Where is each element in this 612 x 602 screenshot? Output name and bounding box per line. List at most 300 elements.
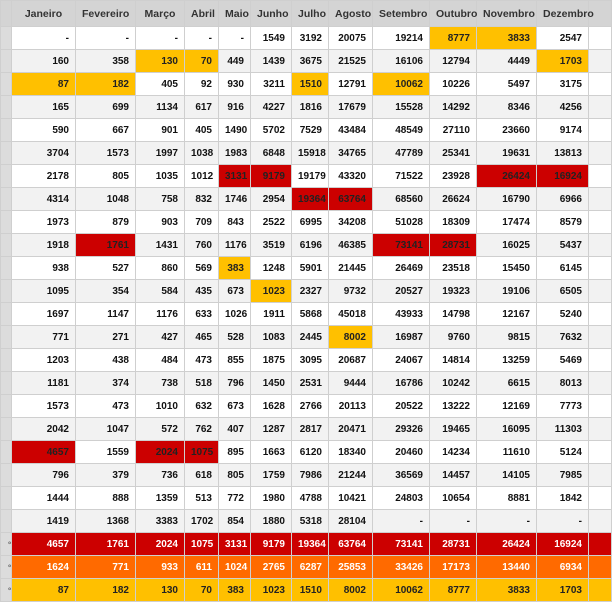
- table-cell: 1490: [219, 119, 251, 142]
- table-cell: 3704: [12, 142, 76, 165]
- table-cell: 9179: [251, 165, 292, 188]
- table-cell: 435: [185, 280, 219, 303]
- table-cell: 23518: [430, 257, 477, 280]
- table-cell: 6505: [537, 280, 589, 303]
- table-cell: 27110: [430, 119, 477, 142]
- table-cell: 7529: [292, 119, 329, 142]
- table-cell: 3833: [477, 27, 537, 50]
- table-row: [1, 395, 612, 418]
- table-cell: 130: [136, 50, 185, 73]
- table-cell: 843: [219, 211, 251, 234]
- table-cell: 1176: [219, 234, 251, 257]
- table-cell: 736: [136, 464, 185, 487]
- summary-cell: 70: [185, 579, 219, 602]
- table-cell: 19214: [373, 27, 430, 50]
- table-cell: 2024: [136, 441, 185, 464]
- table-cell: [589, 510, 612, 533]
- summary-label: º: [1, 579, 12, 602]
- summary-cell: [589, 533, 612, 556]
- table-cell: 5901: [292, 257, 329, 280]
- summary-cell: 13440: [477, 556, 537, 579]
- table-cell: 901: [136, 119, 185, 142]
- table-cell: 34208: [329, 211, 373, 234]
- table-cell: 9174: [537, 119, 589, 142]
- table-cell: -: [537, 510, 589, 533]
- table-cell: 1816: [292, 96, 329, 119]
- table-cell: 1176: [136, 303, 185, 326]
- column-header-4[interactable]: Maio: [219, 1, 251, 27]
- row-label: [1, 165, 12, 188]
- table-cell: 527: [76, 257, 136, 280]
- summary-cell: 16924: [537, 533, 589, 556]
- row-label: [1, 487, 12, 510]
- table-cell: 19465: [430, 418, 477, 441]
- table-cell: 3519: [251, 234, 292, 257]
- table-cell: 20075: [329, 27, 373, 50]
- table-cell: 160: [12, 50, 76, 73]
- table-cell: 2766: [292, 395, 329, 418]
- column-header-7[interactable]: Agosto: [329, 1, 373, 27]
- table-cell: 1134: [136, 96, 185, 119]
- table-row: [1, 372, 612, 395]
- summary-cell: [589, 579, 612, 602]
- row-label: [1, 234, 12, 257]
- table-row: [1, 50, 612, 73]
- table-cell: 165: [12, 96, 76, 119]
- summary-cell: 19364: [292, 533, 329, 556]
- table-cell: 46385: [329, 234, 373, 257]
- table-cell: 5318: [292, 510, 329, 533]
- table-cell: 1450: [251, 372, 292, 395]
- table-cell: 6120: [292, 441, 329, 464]
- table-cell: 1746: [219, 188, 251, 211]
- table-cell: 2547: [537, 27, 589, 50]
- row-label: [1, 280, 12, 303]
- table-cell: 1761: [76, 234, 136, 257]
- table-cell: 6966: [537, 188, 589, 211]
- table-cell: 13222: [430, 395, 477, 418]
- table-cell: 916: [219, 96, 251, 119]
- row-label: [1, 395, 12, 418]
- table-row: [1, 441, 612, 464]
- summary-cell: 17173: [430, 556, 477, 579]
- table-cell: 10242: [430, 372, 477, 395]
- table-cell: 1911: [251, 303, 292, 326]
- table-cell: 10654: [430, 487, 477, 510]
- summary-cell: 28731: [430, 533, 477, 556]
- table-cell: 473: [185, 349, 219, 372]
- table-cell: 4227: [251, 96, 292, 119]
- summary-row-max: [1, 533, 612, 556]
- table-cell: [589, 487, 612, 510]
- table-cell: 92: [185, 73, 219, 96]
- table-cell: 15918: [292, 142, 329, 165]
- table-cell: 1510: [292, 73, 329, 96]
- table-cell: 9815: [477, 326, 537, 349]
- summary-cell: 63764: [329, 533, 373, 556]
- table-cell: 48549: [373, 119, 430, 142]
- table-cell: 4256: [537, 96, 589, 119]
- table-cell: 19631: [477, 142, 537, 165]
- table-cell: 3095: [292, 349, 329, 372]
- table-cell: 1287: [251, 418, 292, 441]
- column-header-3[interactable]: Abril: [185, 1, 219, 27]
- summary-cell: 1703: [537, 579, 589, 602]
- table-cell: 68560: [373, 188, 430, 211]
- table-cell: 1147: [76, 303, 136, 326]
- table-cell: 407: [219, 418, 251, 441]
- row-label: [1, 257, 12, 280]
- table-cell: 1842: [537, 487, 589, 510]
- table-cell: -: [12, 27, 76, 50]
- table-cell: -: [373, 510, 430, 533]
- table-cell: 5497: [477, 73, 537, 96]
- table-cell: 28104: [329, 510, 373, 533]
- table-cell: 699: [76, 96, 136, 119]
- table-cell: 11303: [537, 418, 589, 441]
- table-cell: 26624: [430, 188, 477, 211]
- table-cell: 405: [185, 119, 219, 142]
- table-cell: 25341: [430, 142, 477, 165]
- table-cell: 1010: [136, 395, 185, 418]
- table-cell: 12167: [477, 303, 537, 326]
- column-header-5[interactable]: Junho: [251, 1, 292, 27]
- summary-cell: 1624: [12, 556, 76, 579]
- table-cell: 182: [76, 73, 136, 96]
- table-cell: 23660: [477, 119, 537, 142]
- table-cell: 271: [76, 326, 136, 349]
- table-cell: 16025: [477, 234, 537, 257]
- table-cell: 5437: [537, 234, 589, 257]
- summary-cell: 771: [76, 556, 136, 579]
- table-row: [1, 326, 612, 349]
- table-cell: 18340: [329, 441, 373, 464]
- table-cell: [589, 119, 612, 142]
- table-cell: 20527: [373, 280, 430, 303]
- table-cell: 1203: [12, 349, 76, 372]
- table-cell: 2817: [292, 418, 329, 441]
- table-row: [1, 510, 612, 533]
- table-cell: 760: [185, 234, 219, 257]
- table-cell: [589, 188, 612, 211]
- table-cell: 1697: [12, 303, 76, 326]
- table-cell: 19364: [292, 188, 329, 211]
- table-cell: 1973: [12, 211, 76, 234]
- table-cell: [589, 395, 612, 418]
- table-cell: 2445: [292, 326, 329, 349]
- table-cell: 29326: [373, 418, 430, 441]
- table-cell: 1038: [185, 142, 219, 165]
- table-cell: 762: [185, 418, 219, 441]
- table-cell: 1023: [251, 280, 292, 303]
- table-cell: 3383: [136, 510, 185, 533]
- table-cell: 12169: [477, 395, 537, 418]
- table-row: [1, 142, 612, 165]
- table-cell: 3211: [251, 73, 292, 96]
- table-cell: 879: [76, 211, 136, 234]
- summary-cell: 383: [219, 579, 251, 602]
- table-cell: 14798: [430, 303, 477, 326]
- table-cell: 2178: [12, 165, 76, 188]
- table-cell: 6995: [292, 211, 329, 234]
- table-cell: [589, 303, 612, 326]
- table-cell: 16987: [373, 326, 430, 349]
- table-cell: 1759: [251, 464, 292, 487]
- table-cell: 15528: [373, 96, 430, 119]
- table-cell: 1702: [185, 510, 219, 533]
- table-cell: 16106: [373, 50, 430, 73]
- summary-cell: 10062: [373, 579, 430, 602]
- table-cell: 518: [185, 372, 219, 395]
- row-label: [1, 73, 12, 96]
- table-cell: 34765: [329, 142, 373, 165]
- table-row: [1, 188, 612, 211]
- summary-label: º: [1, 556, 12, 579]
- table-cell: 484: [136, 349, 185, 372]
- table-cell: 888: [76, 487, 136, 510]
- table-cell: 5240: [537, 303, 589, 326]
- table-cell: 24803: [373, 487, 430, 510]
- table-cell: -: [477, 510, 537, 533]
- table-cell: 895: [219, 441, 251, 464]
- table-cell: 18309: [430, 211, 477, 234]
- table-row: [1, 280, 612, 303]
- table-cell: 4314: [12, 188, 76, 211]
- summary-cell: 130: [136, 579, 185, 602]
- table-cell: 5124: [537, 441, 589, 464]
- table-cell: 16924: [537, 165, 589, 188]
- summary-cell: 182: [76, 579, 136, 602]
- table-cell: 12791: [329, 73, 373, 96]
- table-cell: 438: [76, 349, 136, 372]
- column-header-1[interactable]: Fevereiro: [76, 1, 136, 27]
- summary-label: º: [1, 533, 12, 556]
- row-label: [1, 372, 12, 395]
- table-cell: 513: [185, 487, 219, 510]
- table-cell: 1359: [136, 487, 185, 510]
- table-cell: 855: [219, 349, 251, 372]
- column-header-10[interactable]: Novembro: [477, 1, 537, 27]
- table-cell: [589, 326, 612, 349]
- summary-cell: 26424: [477, 533, 537, 556]
- table-cell: 20460: [373, 441, 430, 464]
- table-cell: 805: [76, 165, 136, 188]
- column-header-11[interactable]: Dezembro: [537, 1, 589, 27]
- table-cell: 6615: [477, 372, 537, 395]
- table-cell: 590: [12, 119, 76, 142]
- table-cell: 617: [185, 96, 219, 119]
- table-cell: 73141: [373, 234, 430, 257]
- table-row: [1, 165, 612, 188]
- table-cell: 8013: [537, 372, 589, 395]
- table-cell: 1035: [136, 165, 185, 188]
- summary-cell: 33426: [373, 556, 430, 579]
- row-label: [1, 96, 12, 119]
- table-cell: 354: [76, 280, 136, 303]
- table-cell: 5702: [251, 119, 292, 142]
- table-cell: 379: [76, 464, 136, 487]
- table-cell: 20113: [329, 395, 373, 418]
- summary-cell: 8002: [329, 579, 373, 602]
- table-cell: 758: [136, 188, 185, 211]
- table-cell: 796: [12, 464, 76, 487]
- table-cell: 5868: [292, 303, 329, 326]
- table-cell: 6196: [292, 234, 329, 257]
- table-cell: [589, 73, 612, 96]
- summary-row-min: [1, 579, 612, 602]
- table-cell: 10062: [373, 73, 430, 96]
- table-cell: 45018: [329, 303, 373, 326]
- summary-cell: [589, 556, 612, 579]
- table-cell: 43933: [373, 303, 430, 326]
- table-row: [1, 349, 612, 372]
- table-cell: 16786: [373, 372, 430, 395]
- table-cell: 1918: [12, 234, 76, 257]
- table-cell: 14814: [430, 349, 477, 372]
- table-cell: -: [76, 27, 136, 50]
- table-cell: 7773: [537, 395, 589, 418]
- table-cell: 1248: [251, 257, 292, 280]
- summary-cell: 1510: [292, 579, 329, 602]
- table-cell: [589, 50, 612, 73]
- table-cell: [589, 234, 612, 257]
- table-cell: 383: [219, 257, 251, 280]
- summary-cell: 8777: [430, 579, 477, 602]
- table-cell: 8002: [329, 326, 373, 349]
- table-cell: 1012: [185, 165, 219, 188]
- table-cell: 13813: [537, 142, 589, 165]
- table-cell: 528: [219, 326, 251, 349]
- summary-cell: 1023: [251, 579, 292, 602]
- table-cell: 21244: [329, 464, 373, 487]
- table-cell: 405: [136, 73, 185, 96]
- row-label: [1, 464, 12, 487]
- table-row: [1, 27, 612, 50]
- row-label: [1, 119, 12, 142]
- table-row: [1, 257, 612, 280]
- row-label: [1, 142, 12, 165]
- table-cell: 19106: [477, 280, 537, 303]
- table-cell: 1368: [76, 510, 136, 533]
- table-cell: [589, 142, 612, 165]
- column-header-0[interactable]: Janeiro: [12, 1, 76, 27]
- row-label: [1, 510, 12, 533]
- table-cell: 1875: [251, 349, 292, 372]
- table-cell: 20471: [329, 418, 373, 441]
- table-cell: [589, 257, 612, 280]
- table-cell: 1880: [251, 510, 292, 533]
- table-cell: 14457: [430, 464, 477, 487]
- table-cell: 3192: [292, 27, 329, 50]
- table-cell: [589, 27, 612, 50]
- table-cell: 633: [185, 303, 219, 326]
- table-cell: 21445: [329, 257, 373, 280]
- table-cell: 43320: [329, 165, 373, 188]
- table-cell: [589, 349, 612, 372]
- row-label: [1, 418, 12, 441]
- table-cell: 51028: [373, 211, 430, 234]
- table-cell: 584: [136, 280, 185, 303]
- table-cell: 772: [219, 487, 251, 510]
- table-cell: [589, 441, 612, 464]
- table-cell: 5469: [537, 349, 589, 372]
- table-cell: 903: [136, 211, 185, 234]
- table-cell: 9732: [329, 280, 373, 303]
- table-cell: 71522: [373, 165, 430, 188]
- table-cell: 930: [219, 73, 251, 96]
- table-cell: 2327: [292, 280, 329, 303]
- table-cell: 14292: [430, 96, 477, 119]
- row-label: [1, 349, 12, 372]
- table-cell: 15450: [477, 257, 537, 280]
- table-cell: 805: [219, 464, 251, 487]
- table-cell: 1983: [219, 142, 251, 165]
- table-cell: 618: [185, 464, 219, 487]
- table-row: [1, 96, 612, 119]
- table-cell: 36569: [373, 464, 430, 487]
- table-cell: 2531: [292, 372, 329, 395]
- table-cell: 1075: [185, 441, 219, 464]
- table-cell: 358: [76, 50, 136, 73]
- table-cell: 1095: [12, 280, 76, 303]
- month-header-row: [1, 1, 612, 27]
- table-row: [1, 487, 612, 510]
- column-header-6[interactable]: Julho: [292, 1, 329, 27]
- table-cell: 1431: [136, 234, 185, 257]
- corner-header-cell: [1, 1, 12, 27]
- table-cell: 26469: [373, 257, 430, 280]
- table-cell: 673: [219, 280, 251, 303]
- table-cell: -: [219, 27, 251, 50]
- table-cell: 10226: [430, 73, 477, 96]
- table-cell: 8777: [430, 27, 477, 50]
- table-cell: 9444: [329, 372, 373, 395]
- table-cell: [589, 418, 612, 441]
- table-cell: 12794: [430, 50, 477, 73]
- table-cell: 1444: [12, 487, 76, 510]
- table-cell: 17679: [329, 96, 373, 119]
- table-cell: 938: [12, 257, 76, 280]
- table-cell: 17474: [477, 211, 537, 234]
- table-cell: 11610: [477, 441, 537, 464]
- table-cell: 1083: [251, 326, 292, 349]
- summary-cell: 73141: [373, 533, 430, 556]
- table-cell: 632: [185, 395, 219, 418]
- summary-cell: 25853: [329, 556, 373, 579]
- column-header-9[interactable]: Outubro: [430, 1, 477, 27]
- table-cell: 47789: [373, 142, 430, 165]
- table-cell: [589, 96, 612, 119]
- table-cell: 2954: [251, 188, 292, 211]
- table-cell: -: [185, 27, 219, 50]
- column-header-2[interactable]: Março: [136, 1, 185, 27]
- table-cell: 20522: [373, 395, 430, 418]
- summary-cell: 6287: [292, 556, 329, 579]
- table-row: [1, 464, 612, 487]
- column-header-8[interactable]: Setembro: [373, 1, 430, 27]
- table-cell: [589, 211, 612, 234]
- table-cell: 4449: [477, 50, 537, 73]
- table-cell: 1048: [76, 188, 136, 211]
- table-cell: 860: [136, 257, 185, 280]
- table-cell: 43484: [329, 119, 373, 142]
- table-cell: 771: [12, 326, 76, 349]
- summary-cell: 6934: [537, 556, 589, 579]
- table-cell: 8346: [477, 96, 537, 119]
- row-label: [1, 441, 12, 464]
- summary-cell: 3833: [477, 579, 537, 602]
- table-cell: 569: [185, 257, 219, 280]
